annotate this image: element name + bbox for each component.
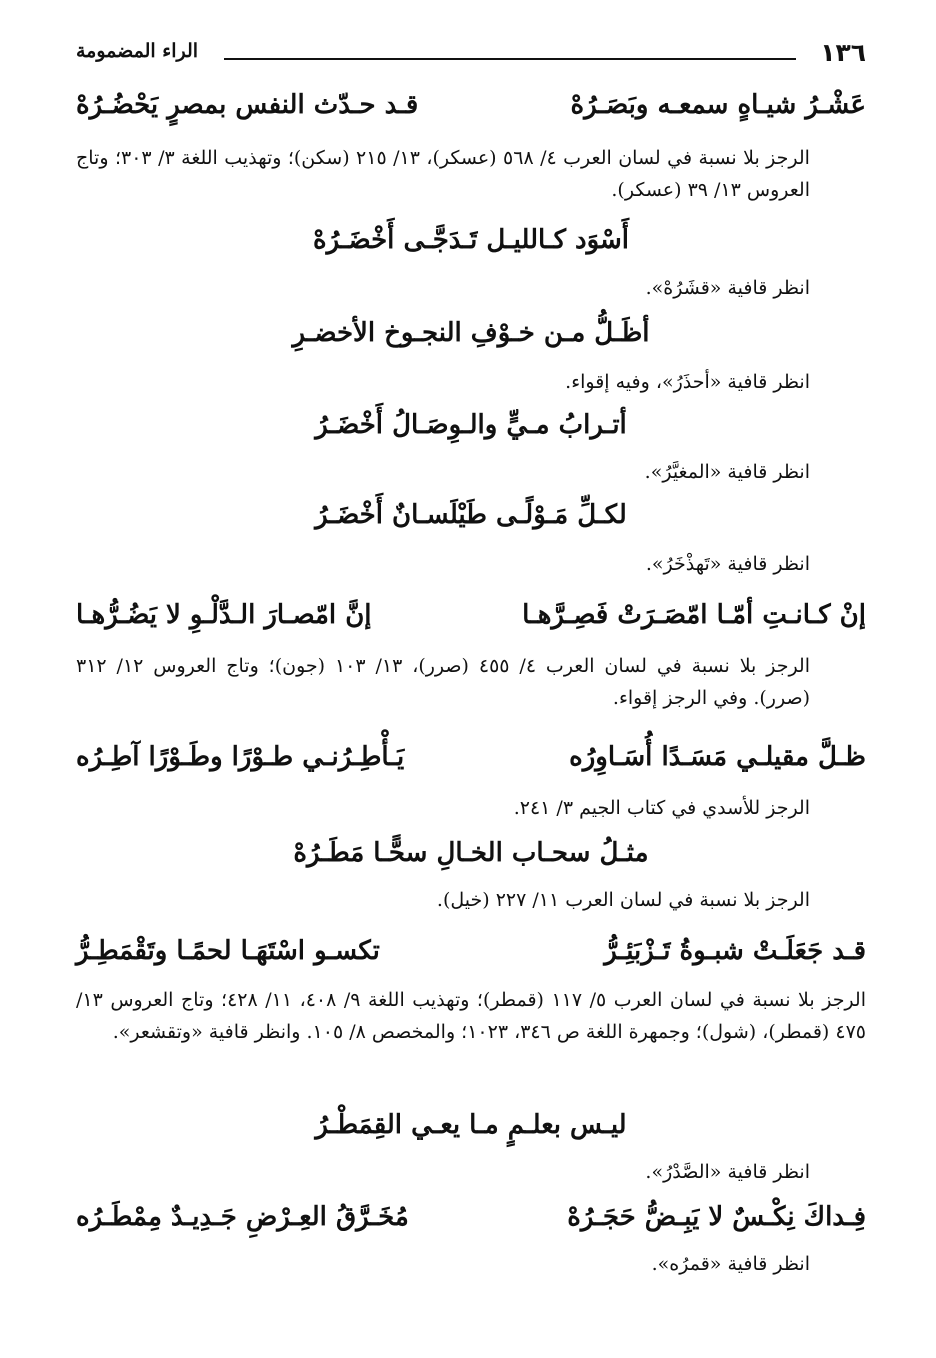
footnote-text: انظر قافية «أحذَرُ»، وفيه إقواء. [565, 371, 810, 393]
footnote-text: انظر قافية «قمرُه». [651, 1253, 810, 1275]
verse-first-hemistich: قـد جَعَلَـتْ شبـوةُ تَـزْبَئِـرُّ [604, 936, 866, 966]
centered-verse: ليـس بعلـمٍ مـا يعـي القِمَطْـرُ [315, 1110, 627, 1140]
footnote-text: الرجز للأسدي في كتاب الجيم ٣/ ٢٤١. [513, 797, 810, 819]
verse-line [76, 1202, 866, 1242]
page-number: ١٣٦ [820, 38, 866, 67]
footnote-text: الرجز بلا نسبة في لسان العرب ٥/ ١١٧ (قمطر)؛ وتهذيب اللغة ٩/ ٤٠٨، ١١/ ٤٢٨؛ وتاج العروس ١٣/ ٤٧٥ (قمطر)، (شول)؛ وجمهرة اللغة ص ٣٤٦، ١٠٢٣؛ والمخصص ٨/ ١٠٥. وانظر قافية «وتقشعر». [76, 989, 866, 1043]
footnote-text: انظر قافية «قشَرُهْ». [645, 277, 810, 299]
verse-second-hemistich: مُخَـرَّقُ العِـرْضِ جَـدِيـدٌ مِمْطَـرُه [76, 1202, 409, 1232]
footnote-text: الرجز بلا نسبة في لسان العرب ٤/ ٥٦٨ (عسكر)، ١٣/ ٢١٥ (سكن)؛ وتهذيب اللغة ٣/ ٣٠٣؛ وتاج العروس ١٣/ ٣٩ (عسكر). [76, 147, 810, 201]
verse-line [76, 600, 866, 640]
verse-second-hemistich: إنَّ امّصـارَ الـدَّلْـوِ لا يَضُـرُّهـا [76, 600, 372, 630]
verse-line [76, 90, 866, 130]
centered-verse: أَسْوَد كـالليـل تَـدَجَّـى أَخْضَـرُهْ [312, 225, 630, 255]
footnote-text: انظر قافية «المغيَّرُ». [644, 461, 810, 483]
centered-verse: أظَـلُّ مـن خـوْفِ النجـوخ الأخضـرِ [292, 318, 650, 348]
centered-verse: لكـلِّ مَـوْلًـى طَيْلَسـانٌ أَخْضَـرُ [315, 500, 627, 530]
footnote-text: انظر قافية «تَهذْخَرُ». [645, 553, 810, 575]
verse-first-hemistich: إنْ كـانـتِ أمّـا امّصَـرَتْ فَصِـرَّهـا [522, 600, 866, 630]
header-rule [224, 58, 796, 60]
verse-first-hemistich: ظـلَّ مقيلـي مَسَـدًا أُسَـاوِرُه [569, 742, 866, 772]
verse-line [76, 742, 866, 782]
verse-second-hemistich: يَـأْطِـرُنـي طـوْرًا وطَـوْرًا آطِـرُه [76, 742, 405, 772]
verse-second-hemistich: قـد حـدّث النفس بمصرٍ يَحْضُـرُهْ [76, 90, 419, 120]
centered-verse: مثـلُ سحـاب الخـالِ سحًّـا مَطَـرُهْ [293, 838, 649, 868]
running-title: الراء المضمومة [76, 40, 199, 62]
footnote-text: الرجز بلا نسبة في لسان العرب ١١/ ٢٢٧ (خيل). [436, 889, 810, 911]
verse-first-hemistich: عَشْـرُ شيـاهٍ سمعـه وبَصَـرُهْ [570, 90, 866, 120]
verse-line [76, 936, 866, 976]
verse-second-hemistich: تكسـو اسْتَهَـا لحمًـا وتَقْمَطِـرُّ [76, 936, 380, 966]
centered-verse: أتـرابُ مـيٍّ والـوِصَـالُ أَخْضَـرُ [315, 410, 627, 440]
page-header [76, 38, 866, 70]
footnote-text: الرجز بلا نسبة في لسان العرب ٤/ ٤٥٥ (صرر)، ١٣/ ١٠٣ (جون)؛ وتاج العروس ١٢/ ٣١٢ (صرر). وفي الرجز إقواء. [76, 655, 810, 709]
footnote-text: انظر قافية «الصَّدْرُ». [645, 1161, 810, 1183]
verse-first-hemistich: فِـداكَ نِكْـسٌ لا يَبِـضُّ حَجَـرُهْ [567, 1202, 866, 1232]
